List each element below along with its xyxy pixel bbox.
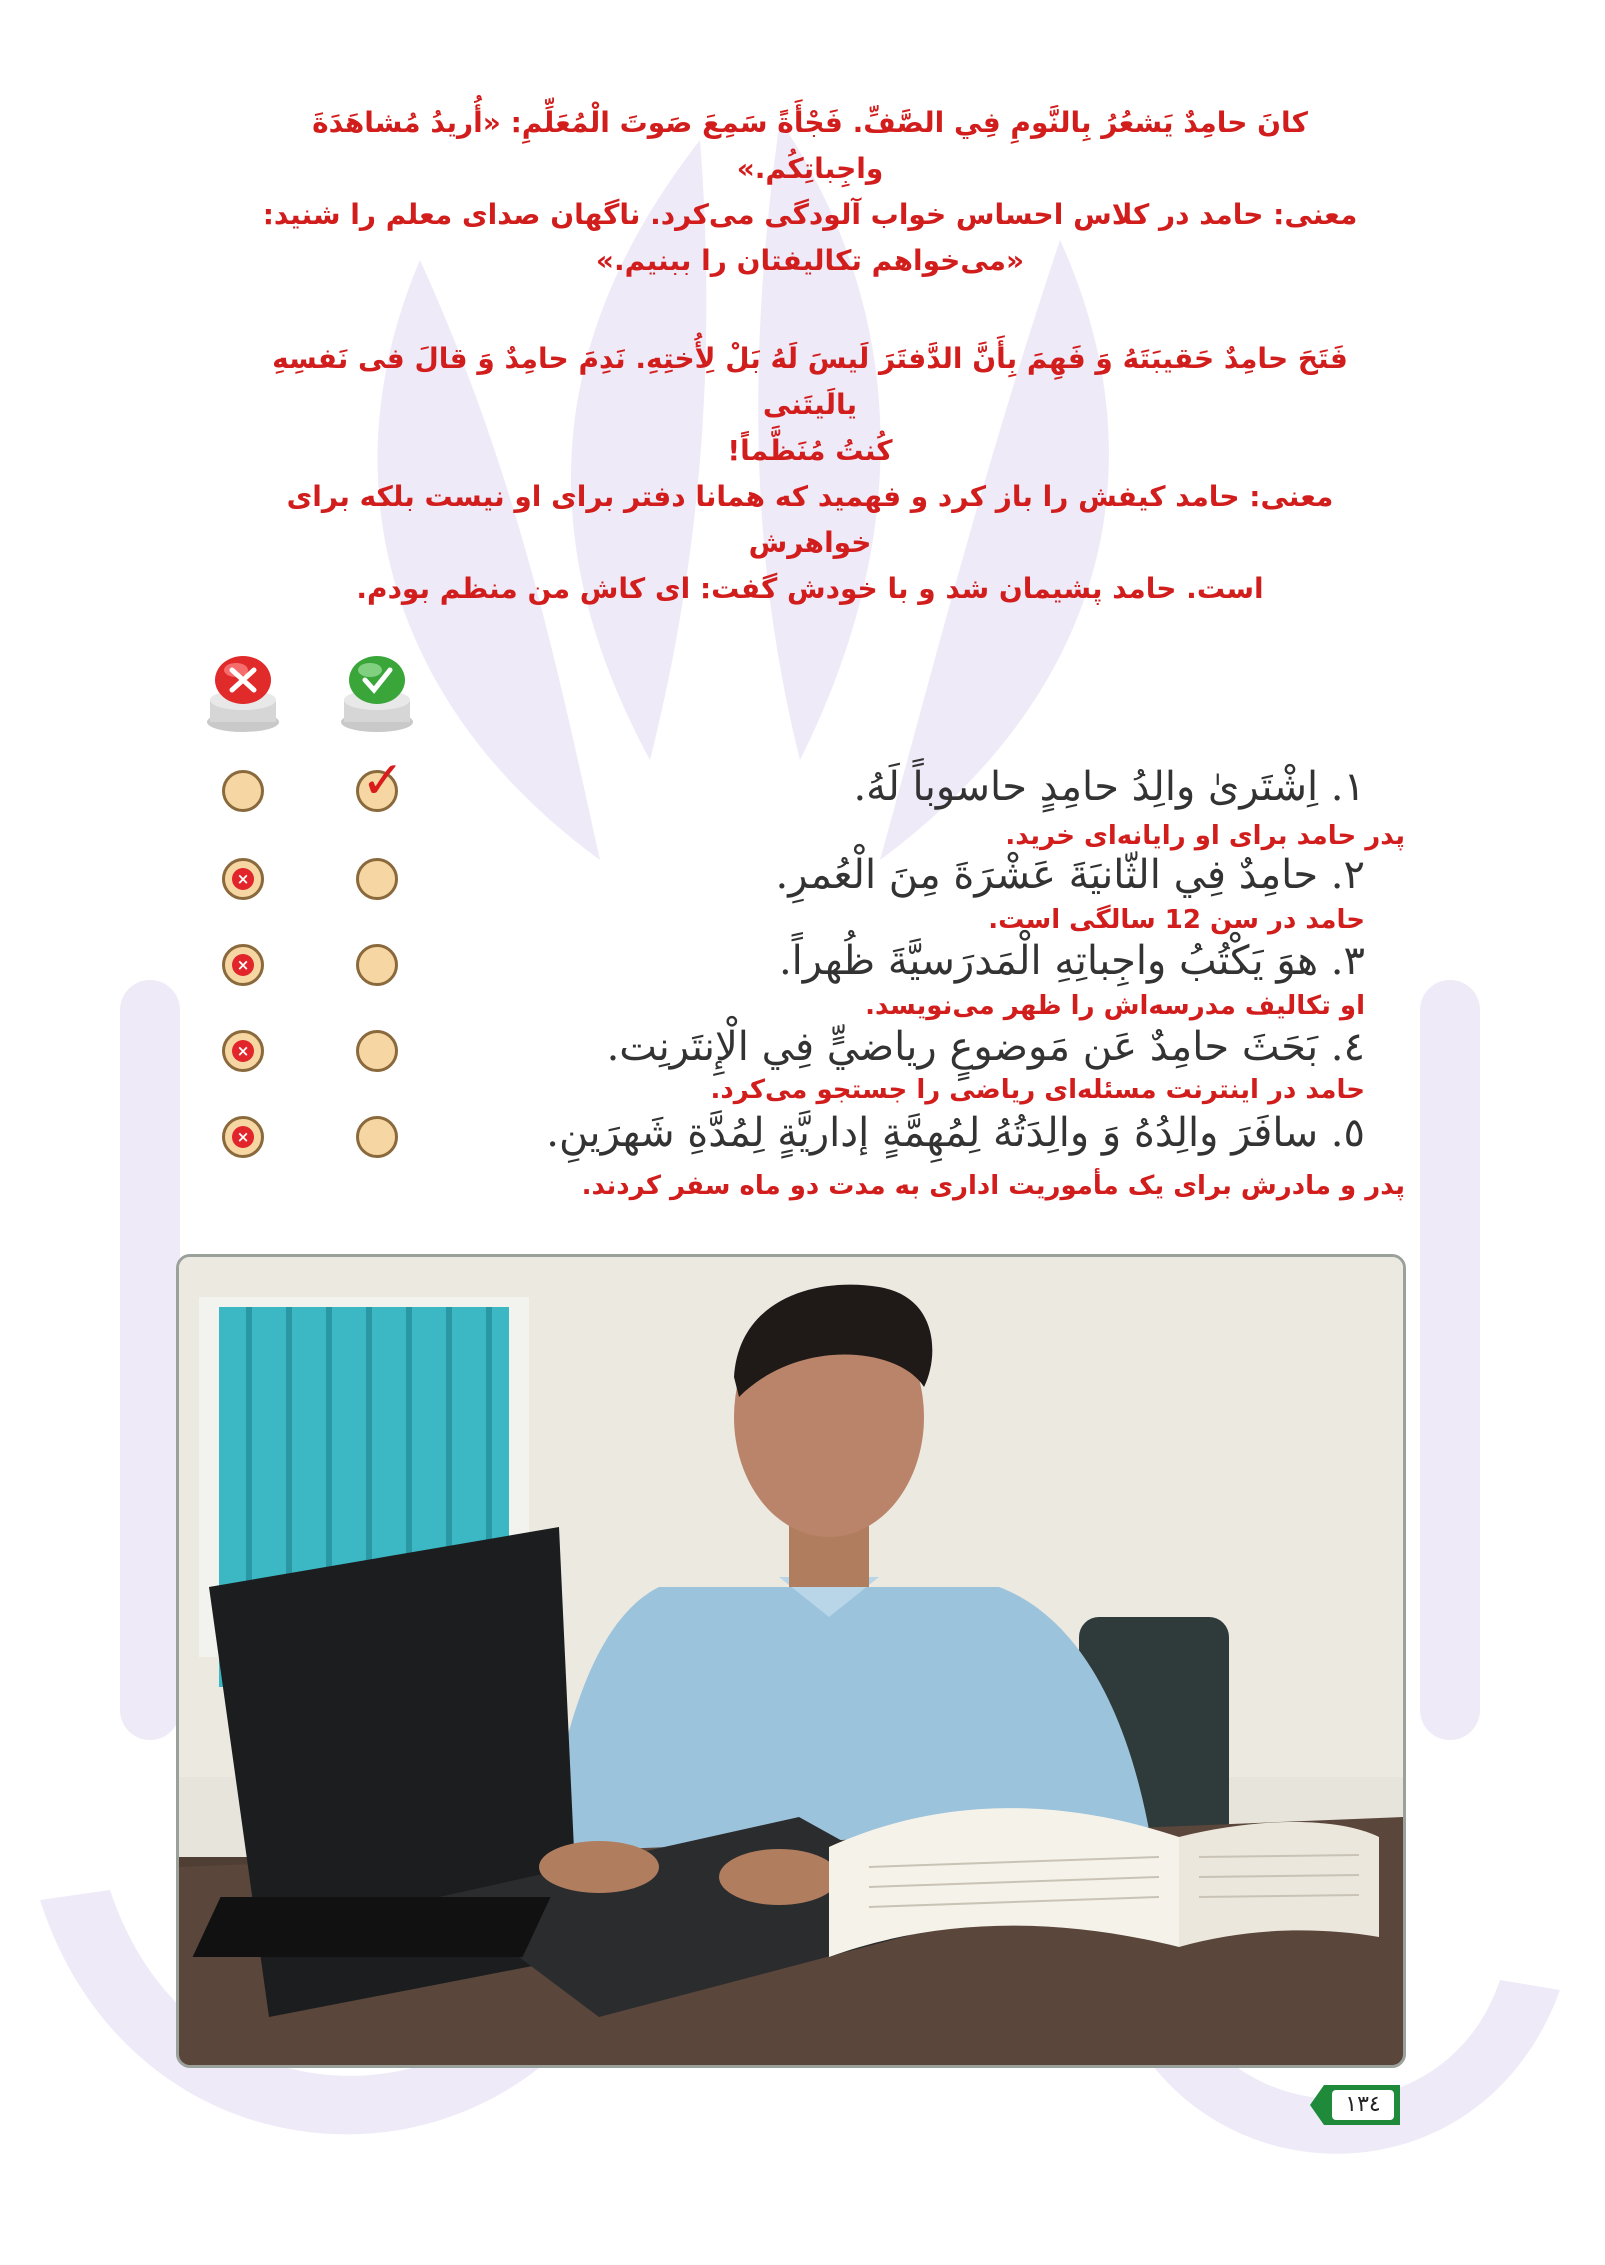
false-option-q5[interactable] bbox=[222, 1116, 264, 1158]
paragraph-2-meaning-line-1: معنی: حامد کیفش را باز کرد و فهمید که همانا دفتر برای او نیست بلکه برای خواهرش bbox=[286, 480, 1334, 559]
cross-mark: × bbox=[232, 1040, 254, 1062]
question-2-sentence: ٢. حامِدٌ فِي الثّانيَةَ عَشْرَةَ مِنَ الْعُمرِ. bbox=[775, 852, 1365, 898]
question-4-translation: حامد در اینترنت مسئله‌ای ریاضی را جستجو می‌کرد. bbox=[710, 1075, 1365, 1105]
paragraph-2-meaning-line-2: است. حامد پشیمان شد و با خودش گفت: ای کاش من منظم بودم. bbox=[356, 572, 1264, 605]
student-laptop-photo bbox=[176, 1254, 1406, 2068]
cross-button-icon bbox=[198, 650, 288, 740]
page-number-tab bbox=[1310, 2085, 1400, 2125]
question-5-translation: پدر و مادرش برای یک مأموریت اداری به مدت دو ماه سفر کردند. bbox=[581, 1171, 1405, 1201]
question-1-translation: پدر حامد برای او رایانه‌ای خرید. bbox=[1005, 821, 1405, 851]
false-option-q3[interactable] bbox=[222, 944, 264, 986]
paragraph-1-meaning-line-1: معنی: حامد در کلاس احساس خواب آلودگی می‌کرد. ناگهان صدای معلم را شنید: bbox=[262, 198, 1358, 231]
check-mark: ✓ bbox=[361, 751, 405, 811]
question-5-sentence: ٥. سافَرَ والِدُهُ وَ والِدَتُهُ لِمُهِمَّةٍ إداريَّةٍ لِمُدَّةِ شَهرَينِ. bbox=[546, 1110, 1365, 1156]
question-1-sentence: ١. اِشْتَرىٰ والِدُ حامِدٍ حاسوباً لَهُ. bbox=[853, 764, 1365, 810]
cross-mark: × bbox=[232, 1126, 254, 1148]
question-3-sentence: ٣. هوَ يَكْتُبُ واجِباتِهِ الْمَدرَسيَّةَ ظُهراً. bbox=[778, 938, 1365, 984]
question-3-translation: او تکالیف مدرسه‌اش را ظهر می‌نویسد. bbox=[865, 991, 1365, 1021]
cross-mark: × bbox=[232, 954, 254, 976]
question-4-sentence: ٤. بَحَثَ حامِدٌ عَن مَوضوعٍ رياضيٍّ فِي الْإِنتَرنِت. bbox=[606, 1024, 1365, 1070]
false-option-q4[interactable] bbox=[222, 1030, 264, 1072]
cross-mark: × bbox=[232, 868, 254, 890]
false-option-q2[interactable] bbox=[222, 858, 264, 900]
check-button-icon bbox=[332, 650, 422, 740]
false-option-q1[interactable] bbox=[222, 770, 264, 812]
paragraph-1-arabic: كانَ حامِدٌ يَشعُرُ بِالنَّومِ فِي الصَّفِّ. فَجْأَةً سَمِعَ صَوتَ الْمُعَلِّمِ: «أُريدُ مُشاهَدَةَ واجِباتِكُم.» bbox=[312, 106, 1308, 185]
page-number: ١٣٤ bbox=[1345, 2092, 1381, 2117]
story-block bbox=[260, 100, 1360, 612]
question-2-translation: حامد در سن 12 سالگی است. bbox=[988, 905, 1365, 935]
paragraph-2-arabic-line-1: فَتَحَ حامِدٌ حَقيبَتَهُ وَ فَهِمَ بِأَنَّ الدَّفتَرَ لَيسَ لَهُ بَلْ لِأُختِهِ. نَدِمَ حامِدٌ وَ قالَ فی نَفسِهِ يالَيتَنی bbox=[272, 342, 1348, 421]
paragraph-1-meaning-line-2: «می‌خواهم تکالیفتان را ببنیم.» bbox=[595, 244, 1025, 277]
paragraph-2-arabic-line-2: كُنتُ مُنَظَّماً! bbox=[727, 434, 893, 467]
